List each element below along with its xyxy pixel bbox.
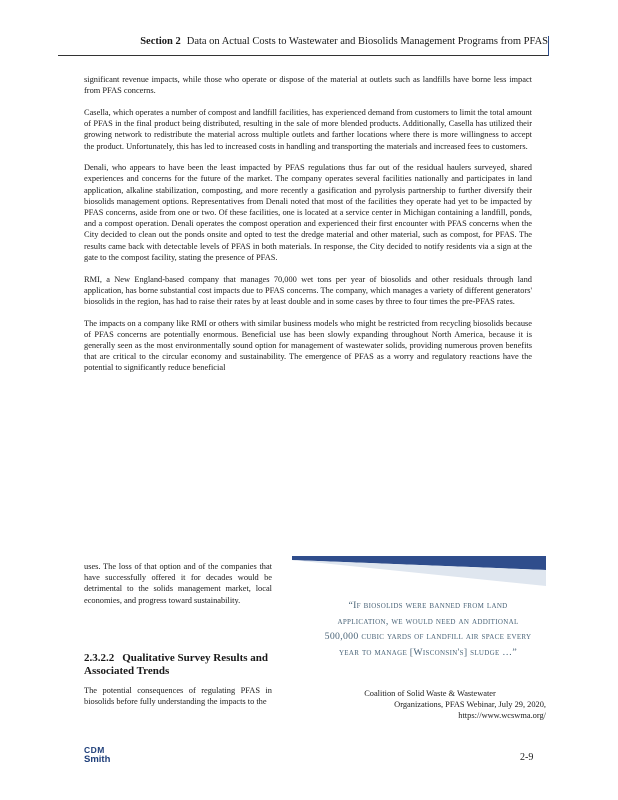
paragraph: RMI, a New England-based company that manages 70,000 wet tons per year of biosolids and other residuals through land application, has borne substantial cost impacts due to PFAS concerns. The company, which manages a variety of different generators' biosolids in the region, has had to raise their rates by at least double and in some cases by three to four times the pre-PFAS rates. bbox=[84, 274, 532, 306]
cdm-smith-logo: CDM Smith bbox=[84, 745, 111, 765]
page-header bbox=[58, 36, 548, 56]
paragraph: Casella, which operates a number of compost and landfill facilities, has experienced demand from customers to limit the total amount of PFAS in the final product being distributed, resulting in the sale of more blended products. Additionally, Casella has utilized their growing network to redistribute the material across multiple outlets and farther locations where there is more willingness to accept the product. Unfortunately, this has led to increased costs in handling and transporting the materials and increased fees to customers. bbox=[84, 107, 532, 151]
header-accent-bar bbox=[548, 36, 549, 56]
paragraph: significant revenue impacts, while those who operate or dispose of the material at outlets such as landfills have borne less impact from PFAS concerns. bbox=[84, 75, 532, 96]
attribution-url[interactable]: https://www.wcswma.org/ bbox=[458, 711, 546, 721]
paragraph: The impacts on a company like RMI or others with similar business models who might be restricted from recycling biosolids because of PFAS concerns are potentially enormous. Beneficial use has been slowly expanding throughout North America, because it is generally seen as the most environmentally sound option for management of wastewater solids, providing numerous proven benefits that are critical to the circular economy and sustainability. The emergence of PFAS as a worry and regulatory reactions have the potential to significantly reduce beneficial bbox=[84, 318, 532, 373]
quote-attribution bbox=[314, 688, 546, 722]
subsection-heading bbox=[84, 652, 274, 678]
header-rule bbox=[58, 55, 548, 56]
attribution-line: Coalition of Solid Waste & Wastewater bbox=[364, 689, 496, 698]
attribution-line: Organizations, PFAS Webinar, July 29, 2020, bbox=[394, 700, 546, 710]
paragraph: uses. The loss of that option and of the companies that have successfully offered it for decades would be detrimental to the solids management market, local economies, and progress toward sustainability. bbox=[84, 562, 272, 605]
paragraph: The potential consequences of regulating PFAS in biosolids before fully understanding the impacts to the bbox=[84, 686, 272, 707]
paragraph: Denali, who appears to have been the least impacted by PFAS regulations thus far out of the residual haulers surveyed, shared experiences and concerns for the future of the market. The company operates several facilities nationally and participates in land application, alkaline stabilization, composting, and more recently a gasification and pyrolysis partnership to further diversify their biosolids management options. Representatives from Denali noted that most of the facilities they operate had yet to be impacted by PFAS concerns, aside from one or two. Of these facilities, one is located at a service center in Michigan containing a landfill, ponds, and a compost operation. Denali operates the compost operation and experienced their first encounter with PFAS concerns when the City decided to clean out the ponds onsite and opted to test the dredge material and other material, such as compost, for PFAS. The results came back with detectable levels of PFAS in both materials. In response, the City decided to notify residents via a sign at the gate to the compost facility, stating the presence of PFAS. bbox=[84, 163, 532, 262]
body-text bbox=[84, 74, 532, 374]
subsection-number: 2.3.2.2 bbox=[84, 652, 115, 664]
header-title: Data on Actual Costs to Wastewater and Biosolids Management Programs from PFAS bbox=[186, 36, 548, 47]
pull-quote bbox=[292, 556, 546, 678]
quote-text: “If biosolids were banned from land application, we would need an additional 500,000 cubic yards of landfill air space every year to manage [Wisconsin's] sludge …” bbox=[324, 600, 532, 658]
left-column-text bbox=[84, 561, 272, 606]
subsection-title: Qualitative Survey Results and Associated Trends bbox=[84, 652, 269, 677]
section-label: Section 2 bbox=[140, 36, 181, 47]
page-number: 2-9 bbox=[520, 752, 534, 763]
left-column-text-2 bbox=[84, 685, 272, 707]
